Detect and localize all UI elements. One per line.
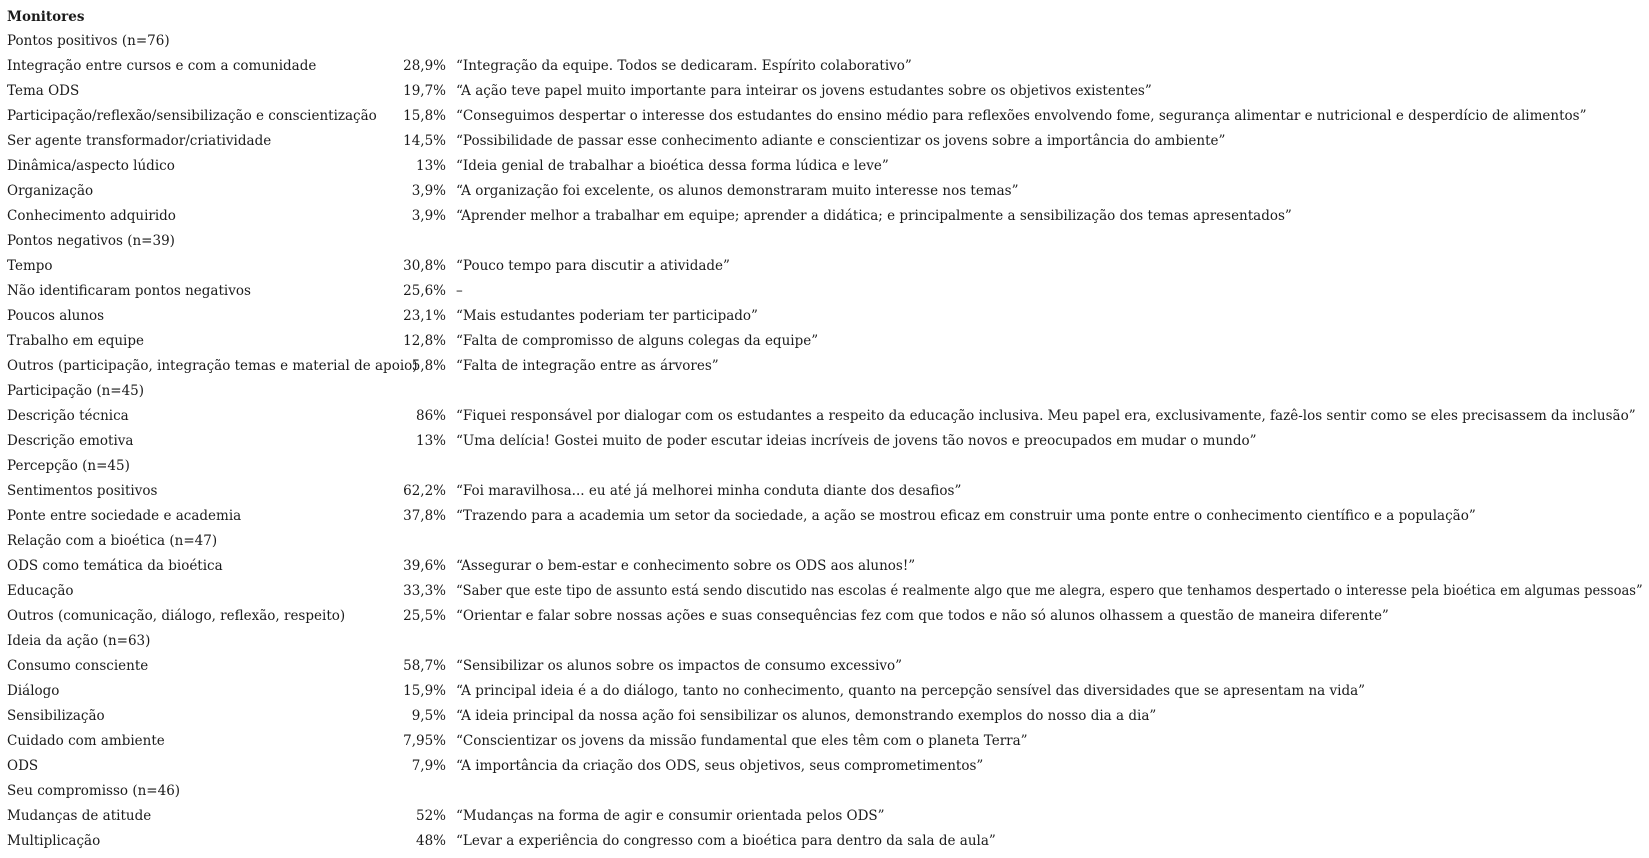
category-label: Consumo consciente [7, 658, 149, 674]
table-row [0, 606, 1649, 631]
table-row [0, 706, 1649, 731]
quote-text: “Uma delícia! Gostei muito de poder escutar ideias incríveis de jovens tão novos e preocupados em mudar o mundo” [456, 433, 1257, 449]
category-label: Tempo [7, 258, 53, 274]
quote-text: “Sensibilizar os alunos sobre os impactos de consumo excessivo” [456, 658, 903, 674]
section-label: Participação (n=45) [7, 383, 145, 399]
category-label: Cuidado com ambiente [7, 733, 165, 749]
percentage-value: 15,8% [403, 108, 446, 124]
quote-text: “Assegurar o bem-estar e conhecimento sobre os ODS aos alunos!” [456, 558, 916, 574]
section-header-row [0, 456, 1649, 481]
quote-text: “A principal ideia é a do diálogo, tanto no conhecimento, quanto na percepção sensível das diversidades que se apresentam na vida” [456, 683, 1366, 699]
category-label: Trabalho em equipe [7, 333, 144, 349]
section-header-row [0, 631, 1649, 656]
percentage-value: 7,95% [403, 733, 446, 749]
table-row [0, 106, 1649, 131]
quote-text: “Mudanças na forma de agir e consumir orientada pelos ODS” [456, 808, 885, 824]
table-row [0, 481, 1649, 506]
percentage-value: 9,5% [411, 708, 446, 724]
quote-text: “Pouco tempo para discutir a atividade” [456, 258, 730, 274]
category-label: Educação [7, 583, 74, 599]
quote-text: “Conseguimos despertar o interesse dos estudantes do ensino médio para reflexões envolvendo fome, segurança alimentar e nutricional e desperdício de alimentos” [456, 108, 1587, 124]
category-label: Ponte entre sociedade e academia [7, 508, 242, 524]
section-header-row [0, 531, 1649, 556]
percentage-value: 5,8% [411, 358, 446, 374]
quote-text: “Foi maravilhosa... eu até já melhorei minha conduta diante dos desafios” [456, 483, 962, 499]
category-label: Sentimentos positivos [7, 483, 158, 499]
table-row [0, 656, 1649, 681]
table-row [0, 156, 1649, 181]
category-label: ODS [7, 758, 39, 774]
percentage-value: 37,8% [403, 508, 446, 524]
quote-text: “Trazendo para a academia um setor da sociedade, a ação se mostrou eficaz em construir uma ponte entre o conhecimento científico e a população” [456, 508, 1476, 524]
quote-text: “Ideia genial de trabalhar a bioética dessa forma lúdica e leve” [456, 158, 889, 174]
percentage-value: 28,9% [403, 58, 446, 74]
quote-text: “Aprender melhor a trabalhar em equipe; aprender a didática; e principalmente a sensibilização dos temas apresentados” [456, 208, 1292, 224]
category-label: Diálogo [7, 683, 60, 699]
table-row [0, 56, 1649, 81]
table-row [0, 506, 1649, 531]
category-label: Não identificaram pontos negativos [7, 283, 251, 299]
category-label: Mudanças de atitude [7, 808, 152, 824]
percentage-value: 13% [415, 433, 446, 449]
quote-text: “A ação teve papel muito importante para inteirar os jovens estudantes sobre os objetivos existentes” [456, 83, 1152, 99]
category-label: Organização [7, 183, 94, 199]
table-row [0, 431, 1649, 456]
table-row [0, 556, 1649, 581]
table-row [0, 831, 1649, 856]
table-row [0, 81, 1649, 106]
percentage-value: 58,7% [403, 658, 446, 674]
percentage-value: 19,7% [403, 83, 446, 99]
quote-text: “Integração da equipe. Todos se dedicaram. Espírito colaborativo” [456, 58, 912, 74]
table-row [0, 681, 1649, 706]
section-label: Seu compromisso (n=46) [7, 783, 181, 799]
section-header-row [0, 231, 1649, 256]
quote-text: “Orientar e falar sobre nossas ações e suas consequências fez com que todos e não só alunos olhassem a questão de maneira diferente” [456, 608, 1389, 624]
category-label: ODS como temática da bioética [7, 558, 223, 574]
table-row [0, 756, 1649, 781]
section-header-row [0, 31, 1649, 56]
table-row [0, 331, 1649, 356]
quote-text: “A ideia principal da nossa ação foi sensibilizar os alunos, demonstrando exemplos do nosso dia a dia” [456, 708, 1157, 724]
category-label: Tema ODS [7, 83, 80, 99]
category-label: Participação/reflexão/sensibilização e conscientização [7, 108, 377, 124]
table-row [0, 806, 1649, 831]
table-row [0, 406, 1649, 431]
quote-text: “A organização foi excelente, os alunos demonstraram muito interesse nos temas” [456, 183, 1019, 199]
percentage-value: 7,9% [411, 758, 446, 774]
percentage-value: 3,9% [411, 183, 446, 199]
category-label: Descrição técnica [7, 408, 129, 424]
percentage-value: 25,5% [403, 608, 446, 624]
quote-text: “Levar a experiência do congresso com a bioética para dentro da sala de aula” [456, 833, 996, 849]
percentage-value: 25,6% [403, 283, 446, 299]
quote-text: “A importância da criação dos ODS, seus objetivos, seus comprometimentos” [456, 758, 984, 774]
table-row [0, 306, 1649, 331]
category-label: Outros (participação, integração temas e material de apoio) [7, 358, 418, 374]
section-header-row [0, 381, 1649, 406]
quote-text: – [456, 283, 463, 299]
table-row [0, 131, 1649, 156]
quote-text: “Falta de compromisso de alguns colegas da equipe” [456, 333, 819, 349]
category-label: Poucos alunos [7, 308, 105, 324]
table-row [0, 181, 1649, 206]
category-label: Conhecimento adquirido [7, 208, 176, 224]
category-label: Ser agente transformador/criatividade [7, 133, 272, 149]
table-row [0, 206, 1649, 231]
percentage-value: 48% [415, 833, 446, 849]
section-label: Pontos negativos (n=39) [7, 233, 175, 249]
quote-text: “Possibilidade de passar esse conhecimento adiante e conscientizar os jovens sobre a importância do ambiente” [456, 133, 1226, 149]
quote-text: “Conscientizar os jovens da missão fundamental que eles têm com o planeta Terra” [456, 733, 1028, 749]
table-row [0, 256, 1649, 281]
percentage-value: 86% [415, 408, 446, 424]
category-label: Descrição emotiva [7, 433, 134, 449]
table-row [0, 731, 1649, 756]
percentage-value: 23,1% [403, 308, 446, 324]
quote-text: “Saber que este tipo de assunto está sendo discutido nas escolas é realmente algo que me alegra, espero que tenhamos despertado o interesse pela bioética em algumas pessoas” [456, 583, 1643, 599]
table-row [0, 581, 1649, 606]
quote-text: “Fiquei responsável por dialogar com os estudantes a respeito da educação inclusiva. Meu papel era, exclusivamente, fazê-los sentir como se eles precisassem da inclusão” [456, 408, 1636, 424]
section-label: Percepção (n=45) [7, 458, 130, 474]
percentage-value: 33,3% [403, 583, 446, 599]
category-label: Outros (comunicação, diálogo, reflexão, respeito) [7, 608, 346, 624]
percentage-value: 14,5% [403, 133, 446, 149]
table-title: Monitores [7, 9, 85, 25]
quote-text: “Falta de integração entre as árvores” [456, 358, 719, 374]
quote-text: “Mais estudantes poderiam ter participado” [456, 308, 758, 324]
category-label: Sensibilização [7, 708, 105, 724]
percentage-value: 15,9% [403, 683, 446, 699]
section-label: Pontos positivos (n=76) [7, 33, 170, 49]
section-header-row [0, 781, 1649, 806]
percentage-value: 52% [415, 808, 446, 824]
section-label: Relação com a bioética (n=47) [7, 533, 218, 549]
category-label: Multiplicação [7, 833, 101, 849]
table-row [0, 356, 1649, 381]
percentage-value: 30,8% [403, 258, 446, 274]
percentage-value: 3,9% [411, 208, 446, 224]
table-row [0, 281, 1649, 306]
section-label: Ideia da ação (n=63) [7, 633, 151, 649]
category-label: Integração entre cursos e com a comunidade [7, 58, 317, 74]
percentage-value: 13% [415, 158, 446, 174]
percentage-value: 62,2% [403, 483, 446, 499]
table-body [0, 31, 1649, 856]
percentage-value: 39,6% [403, 558, 446, 574]
category-label: Dinâmica/aspecto lúdico [7, 158, 175, 174]
percentage-value: 12,8% [403, 333, 446, 349]
